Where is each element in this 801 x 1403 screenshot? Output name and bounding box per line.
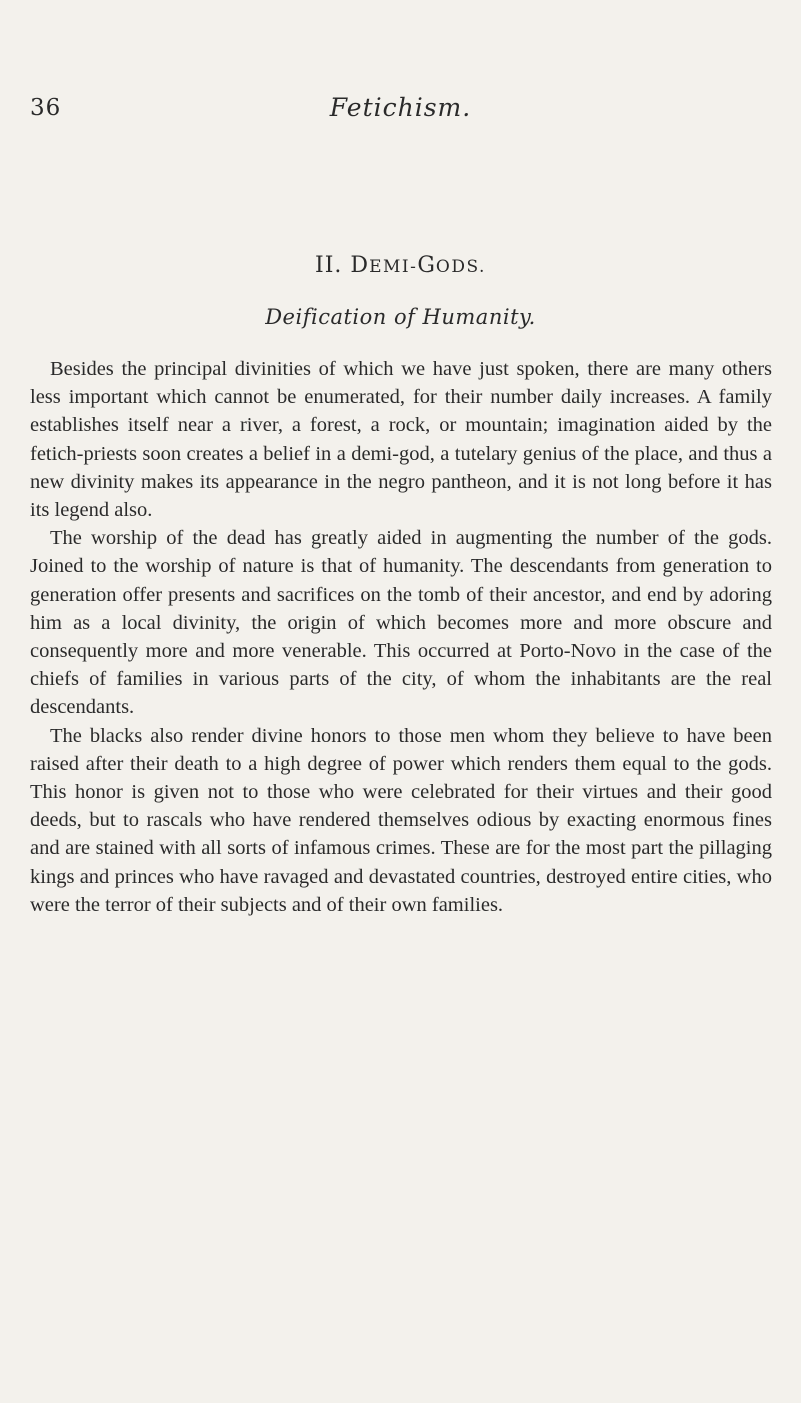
paragraph-3: The blacks also render divine honors to those men whom they believe to have been raised after their death to a high degree of power which renders them equal to the gods. This honor is given not to those who were celebrated for their virtues and their good deeds, but to rascals who have rendered themselves odious by exacting enormous fines and are stained with all sorts of infamous crimes. These are for the most part the pillaging kings and princes who have ravaged and devastated countries, destroyed entire cities, who were the terror of their subjects and of their own families. — [30, 724, 772, 916]
section-subtitle: Deification of Humanity. — [265, 305, 536, 329]
running-title: Fetichism. — [329, 93, 472, 122]
section-numeral: II. — [315, 253, 351, 278]
paragraph-1: Besides the principal divinities of which we have just spoken, there are many others less important which cannot be enumerated, for their number daily increases. A family establishes itself near a river, a forest, a rock, or mountain; imagination aided by the fetich-priests soon creates a belief in a demi-god, a tutelary genius of the place, and thus a new divinity makes its appearance in the negro pantheon, and it is not long before it has its legend also. — [30, 358, 772, 522]
body-text — [30, 355, 772, 919]
page-number: 36 — [30, 95, 62, 121]
section-title-initial-1: D — [350, 253, 370, 278]
section-title-rest-2: ODS. — [435, 257, 486, 277]
section-title-rest-1: EMI- — [369, 257, 418, 277]
paragraph-2: The worship of the dead has greatly aided in augmenting the number of the gods. Joined to the worship of nature is that of humanity. The descendants from generation to generation offer presents and sacrifices on the tomb of their ancestor, and end by adoring him as a local divinity, the origin of which becomes more and more obscure and consequently more and more venerable. This occurred at Porto-Novo in the case of the chiefs of families in various parts of the city, of whom the inhabitants are the real descendants. — [30, 527, 772, 719]
section-heading — [0, 253, 801, 278]
section-title-initial-2: G — [417, 253, 436, 278]
